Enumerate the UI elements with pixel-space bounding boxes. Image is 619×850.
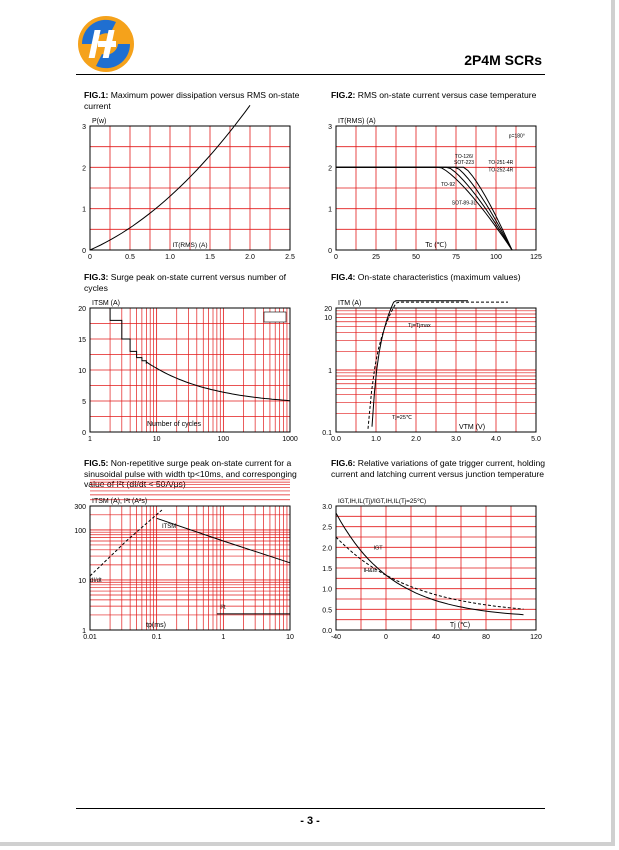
y-tick-label: 0.1: [322, 430, 332, 437]
x-axis-label: tp(ms): [146, 622, 166, 629]
fig1-chart: [70, 112, 310, 264]
x-tick-label: 120: [530, 634, 542, 641]
y-tick-label: 0.5: [322, 607, 332, 615]
company-logo: [76, 14, 136, 74]
x-tick-label: 0.1: [151, 634, 162, 641]
y-tick-label: 10: [78, 368, 86, 375]
fig3-curve: [146, 362, 290, 401]
y-tick-label: 20: [324, 306, 332, 313]
header-divider: [76, 74, 545, 75]
y-axis-label: ITM (A): [338, 300, 362, 307]
x-tick-label: 1.0: [371, 436, 381, 443]
x-tick-label: 1: [221, 634, 226, 641]
plot-frame: [90, 506, 290, 630]
x-tick-label: 40: [432, 634, 440, 641]
y-tick-label: 0: [328, 248, 332, 255]
x-tick-label: 25: [372, 254, 380, 261]
y-tick-label: 1: [328, 206, 332, 214]
fig1-caption: FIG.1: Maximum power dissipation versus RMS on-state current: [84, 90, 300, 111]
temperature-label: Tj=25℃: [392, 414, 413, 421]
x-tick-label: 10: [286, 634, 294, 641]
x-tick-label: 50: [412, 254, 420, 261]
fig5-caption: FIG.5: Non-repetitive surge peak on-state current for a sinusoidal pulse with width tp<10ms, and corresponging value of I²t (dI/dt < 50A/μs): [84, 458, 297, 489]
x-axis-label: Tc (℃): [425, 242, 447, 249]
x-tick-label: 1000: [282, 436, 298, 443]
plot-frame: [90, 506, 290, 630]
i2t-label: I²t: [220, 605, 226, 612]
x-tick-label: 0: [384, 634, 388, 641]
package-label: SOT-223: [453, 160, 475, 167]
angle-label: p=180°: [508, 133, 525, 140]
ih-il-label: IH&IL: [363, 568, 378, 575]
x-tick-label: 125: [530, 254, 542, 261]
igt-label: IGT: [373, 545, 383, 552]
fig3-chart: [70, 294, 310, 446]
x-axis-label: VTM (V): [458, 424, 486, 431]
fig5-didt-line: [90, 510, 162, 576]
y-tick-label: 3: [82, 124, 86, 131]
fig2-chart: [316, 112, 556, 264]
x-tick-label: 1.5: [205, 254, 215, 261]
fig3-caption: FIG.3: Surge peak on-state current versus number of cycles: [84, 272, 287, 293]
fig2-caption: FIG.2: RMS on-state current versus case temperature: [331, 90, 537, 100]
y-axis-label: P(w): [92, 118, 107, 125]
fig6-igt-curve: [336, 513, 524, 615]
y-tick-label: 100: [74, 527, 86, 535]
y-tick-label: 1.0: [322, 586, 332, 594]
x-tick-label: 2.0: [245, 254, 255, 261]
temperature-label: Tj=Tjmax: [408, 322, 431, 329]
y-axis-label: ITSM (A), I²t (A²s): [92, 498, 148, 505]
y-tick-label: 0.0: [322, 628, 332, 635]
x-axis-label: Tj (℃): [449, 622, 471, 629]
x-tick-label: 0: [334, 254, 338, 261]
x-tick-label: 1: [88, 436, 92, 443]
waveform-legend: [264, 312, 286, 322]
x-tick-label: 0.01: [83, 634, 97, 641]
x-tick-label: 4.0: [491, 436, 501, 443]
package-label: TO-252-4R: [488, 167, 514, 174]
y-axis-label: IGT,IH,IL(Tj)/IGT,IH,IL(Tj=25℃): [338, 498, 427, 505]
y-tick-label: 15: [78, 337, 86, 344]
x-tick-label: 0.0: [331, 436, 341, 443]
x-axis-label: Number of cycles: [146, 421, 202, 428]
itsm-label: ITSM: [161, 523, 177, 530]
y-tick-label: 1: [82, 206, 86, 214]
x-tick-label: 0.5: [125, 254, 135, 261]
y-tick-label: 3.0: [322, 504, 332, 511]
fig3-step-curve: [90, 308, 146, 364]
package-label: TO-126/: [454, 154, 474, 161]
document-title: 2P4M SCRs: [464, 52, 542, 68]
footer-divider: [76, 808, 545, 809]
fig6-chart: [316, 492, 556, 644]
x-tick-label: 80: [482, 634, 490, 641]
package-label: SOT-89-3L: [451, 200, 477, 207]
fig4-curve-tjmax: [368, 302, 508, 429]
x-tick-label: -40: [330, 634, 342, 641]
package-label: TO-92: [440, 181, 456, 188]
y-tick-label: 2: [82, 165, 86, 173]
fig5-chart: [70, 492, 310, 644]
x-tick-label: 3.0: [451, 436, 461, 443]
x-tick-label: 75: [452, 254, 460, 261]
y-tick-label: 10: [324, 315, 332, 322]
y-tick-label: 2: [328, 165, 332, 173]
x-tick-label: 2.0: [411, 436, 421, 443]
x-tick-label: 5.0: [531, 436, 541, 443]
fig4-curve-25c: [372, 301, 468, 427]
fig6-caption: FIG.6: Relative variations of gate trigger current, holding current and latching current versus junction temperature: [331, 458, 546, 479]
y-tick-label: 300: [74, 504, 86, 511]
didt-label: dI/dt: [90, 578, 102, 585]
x-tick-label: 0: [88, 254, 92, 261]
y-axis-label: ITSM (A): [92, 300, 120, 307]
x-tick-label: 10: [152, 436, 161, 443]
x-axis-label: IT(RMS) (A): [172, 242, 208, 249]
y-tick-label: 0: [82, 430, 86, 437]
x-tick-label: 2.5: [285, 254, 295, 261]
y-tick-label: 0: [82, 248, 86, 255]
y-axis-label: IT(RMS) (A): [338, 118, 376, 125]
y-tick-label: 1.5: [322, 566, 332, 573]
fig4-chart: [316, 294, 556, 446]
y-tick-label: 1: [328, 368, 332, 375]
y-tick-label: 2.5: [322, 524, 332, 532]
page-number: - 3 -: [300, 815, 320, 827]
y-tick-label: 20: [78, 306, 86, 313]
y-tick-label: 5: [82, 399, 86, 406]
x-tick-label: 100: [490, 254, 502, 261]
fig4-caption: FIG.4: On-state characteristics (maximum values): [331, 272, 521, 282]
x-tick-label: 1.0: [165, 254, 175, 261]
x-tick-label: 100: [217, 436, 230, 443]
y-tick-label: 1: [82, 628, 86, 635]
y-tick-label: 10: [78, 577, 86, 585]
y-tick-label: 3: [328, 124, 332, 131]
package-label: TO-251-4R: [488, 160, 514, 167]
y-tick-label: 2.0: [322, 545, 332, 553]
